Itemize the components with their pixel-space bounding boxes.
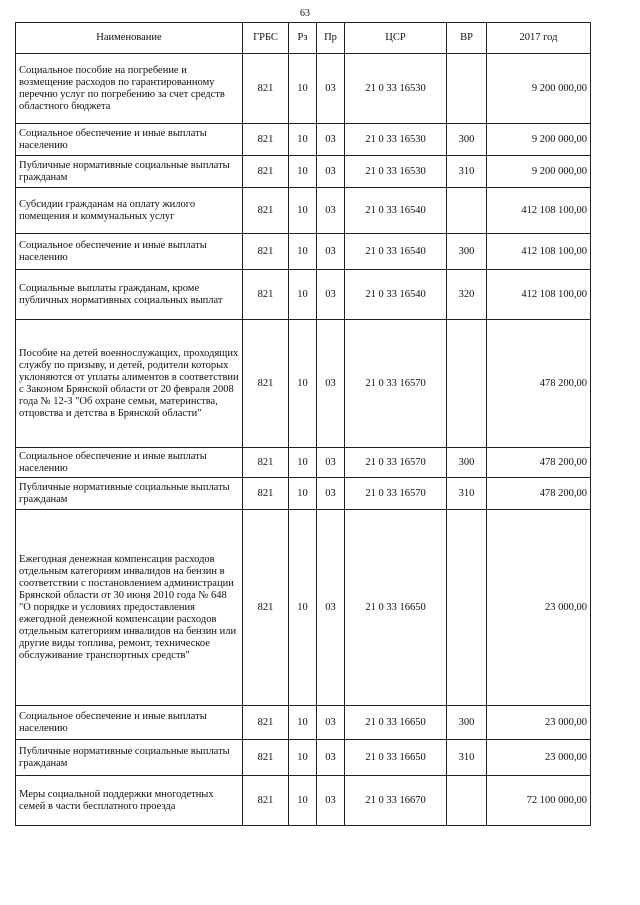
- table-row: [16, 156, 591, 188]
- row-rz: 10: [289, 706, 317, 740]
- row-rz: 10: [289, 234, 317, 270]
- row-vr: 300: [447, 234, 487, 270]
- table-row: [16, 54, 591, 124]
- row-grbs: 821: [243, 234, 289, 270]
- row-rz: 10: [289, 124, 317, 156]
- row-name: Социальное обеспечение и иные выплаты населению: [16, 448, 243, 478]
- row-csr: 21 0 33 16540: [345, 188, 447, 234]
- row-amount: 23 000,00: [487, 740, 591, 776]
- row-vr: 320: [447, 270, 487, 320]
- row-name: Публичные нормативные социальные выплаты гражданам: [16, 740, 243, 776]
- row-amount: 412 108 100,00: [487, 188, 591, 234]
- header-pr: Пр: [317, 23, 345, 54]
- row-csr: 21 0 33 16570: [345, 320, 447, 448]
- row-csr: 21 0 33 16650: [345, 740, 447, 776]
- row-name: Пособие на детей военнослужащих, проходящих службу по призыву, и детей, родители которых уклоняются от уплаты алиментов в соответствии с Законом Брянской области от 20 февраля 2008 года № 12-З "Об охране семьи, материнства, отцовства и детства в Брянской области": [16, 320, 243, 448]
- row-grbs: 821: [243, 510, 289, 706]
- row-amount: 9 200 000,00: [487, 124, 591, 156]
- row-amount: 23 000,00: [487, 706, 591, 740]
- row-vr: 300: [447, 124, 487, 156]
- row-rz: 10: [289, 740, 317, 776]
- row-grbs: 821: [243, 478, 289, 510]
- row-amount: 23 000,00: [487, 510, 591, 706]
- row-rz: 10: [289, 776, 317, 826]
- row-grbs: 821: [243, 156, 289, 188]
- row-grbs: 821: [243, 448, 289, 478]
- table-row: [16, 510, 591, 706]
- header-vr: ВР: [447, 23, 487, 54]
- row-pr: 03: [317, 320, 345, 448]
- table-row: [16, 706, 591, 740]
- table-header-row: [16, 23, 591, 54]
- row-vr: [447, 510, 487, 706]
- row-rz: 10: [289, 448, 317, 478]
- row-pr: 03: [317, 54, 345, 124]
- row-name: Социальные выплаты гражданам, кроме публичных нормативных социальных выплат: [16, 270, 243, 320]
- row-pr: 03: [317, 124, 345, 156]
- row-csr: 21 0 33 16570: [345, 478, 447, 510]
- header-csr: ЦСР: [345, 23, 447, 54]
- row-vr: [447, 320, 487, 448]
- row-csr: 21 0 33 16540: [345, 270, 447, 320]
- row-pr: 03: [317, 776, 345, 826]
- row-rz: 10: [289, 510, 317, 706]
- row-pr: 03: [317, 740, 345, 776]
- row-csr: 21 0 33 16570: [345, 448, 447, 478]
- row-pr: 03: [317, 188, 345, 234]
- row-vr: 310: [447, 478, 487, 510]
- row-rz: 10: [289, 54, 317, 124]
- row-amount: 9 200 000,00: [487, 156, 591, 188]
- row-vr: 300: [447, 448, 487, 478]
- row-grbs: 821: [243, 776, 289, 826]
- row-pr: 03: [317, 478, 345, 510]
- row-name: Социальное обеспечение и иные выплаты населению: [16, 124, 243, 156]
- row-vr: [447, 188, 487, 234]
- row-name: Меры социальной поддержки многодетных семей в части бесплатного проезда: [16, 776, 243, 826]
- table-row: [16, 124, 591, 156]
- row-grbs: 821: [243, 320, 289, 448]
- row-amount: 478 200,00: [487, 448, 591, 478]
- row-csr: 21 0 33 16530: [345, 156, 447, 188]
- row-name: Субсидии гражданам на оплату жилого помещения и коммунальных услуг: [16, 188, 243, 234]
- budget-table: [15, 22, 591, 826]
- row-csr: 21 0 33 16670: [345, 776, 447, 826]
- row-vr: 310: [447, 156, 487, 188]
- row-grbs: 821: [243, 54, 289, 124]
- row-pr: 03: [317, 234, 345, 270]
- row-name: Социальное обеспечение и иные выплаты населению: [16, 706, 243, 740]
- table-row: [16, 188, 591, 234]
- table-row: [16, 478, 591, 510]
- header-amount: 2017 год: [487, 23, 591, 54]
- table-row: [16, 270, 591, 320]
- row-amount: 478 200,00: [487, 320, 591, 448]
- row-grbs: 821: [243, 740, 289, 776]
- row-name: Публичные нормативные социальные выплаты гражданам: [16, 156, 243, 188]
- row-csr: 21 0 33 16650: [345, 510, 447, 706]
- row-vr: 300: [447, 706, 487, 740]
- row-vr: 310: [447, 740, 487, 776]
- row-amount: 9 200 000,00: [487, 54, 591, 124]
- row-grbs: 821: [243, 124, 289, 156]
- row-amount: 412 108 100,00: [487, 234, 591, 270]
- row-amount: 478 200,00: [487, 478, 591, 510]
- table-row: [16, 740, 591, 776]
- row-pr: 03: [317, 448, 345, 478]
- row-name: Ежегодная денежная компенсация расходов отдельным категориям инвалидов на бензин в соответствии с постановлением администрации Брянской области от 30 июня 2010 года № 648 "О порядке и условиях предоставления ежегодной денежной компенсации расходов отдельным категориям инвалидов на бензин или другие виды топлива, ремонт, техническое обслуживание транспортных средств": [16, 510, 243, 706]
- row-grbs: 821: [243, 270, 289, 320]
- row-name: Публичные нормативные социальные выплаты гражданам: [16, 478, 243, 510]
- row-amount: 412 108 100,00: [487, 270, 591, 320]
- row-pr: 03: [317, 156, 345, 188]
- row-csr: 21 0 33 16540: [345, 234, 447, 270]
- row-amount: 72 100 000,00: [487, 776, 591, 826]
- row-pr: 03: [317, 270, 345, 320]
- header-name: Наименование: [16, 23, 243, 54]
- table-row: [16, 320, 591, 448]
- row-csr: 21 0 33 16650: [345, 706, 447, 740]
- row-pr: 03: [317, 510, 345, 706]
- row-grbs: 821: [243, 706, 289, 740]
- row-pr: 03: [317, 706, 345, 740]
- row-grbs: 821: [243, 188, 289, 234]
- row-name: Социальное обеспечение и иные выплаты населению: [16, 234, 243, 270]
- table-row: [16, 776, 591, 826]
- row-vr: [447, 54, 487, 124]
- row-rz: 10: [289, 188, 317, 234]
- row-csr: 21 0 33 16530: [345, 124, 447, 156]
- page-number: 63: [300, 8, 310, 19]
- header-rz: Рз: [289, 23, 317, 54]
- row-rz: 10: [289, 156, 317, 188]
- row-name: Социальное пособие на погребение и возмещение расходов по гарантированному перечню услуг по погребению за счет средств областного бюджета: [16, 54, 243, 124]
- header-grbs: ГРБС: [243, 23, 289, 54]
- row-rz: 10: [289, 270, 317, 320]
- row-csr: 21 0 33 16530: [345, 54, 447, 124]
- table-row: [16, 234, 591, 270]
- row-rz: 10: [289, 478, 317, 510]
- table-row: [16, 448, 591, 478]
- row-rz: 10: [289, 320, 317, 448]
- row-vr: [447, 776, 487, 826]
